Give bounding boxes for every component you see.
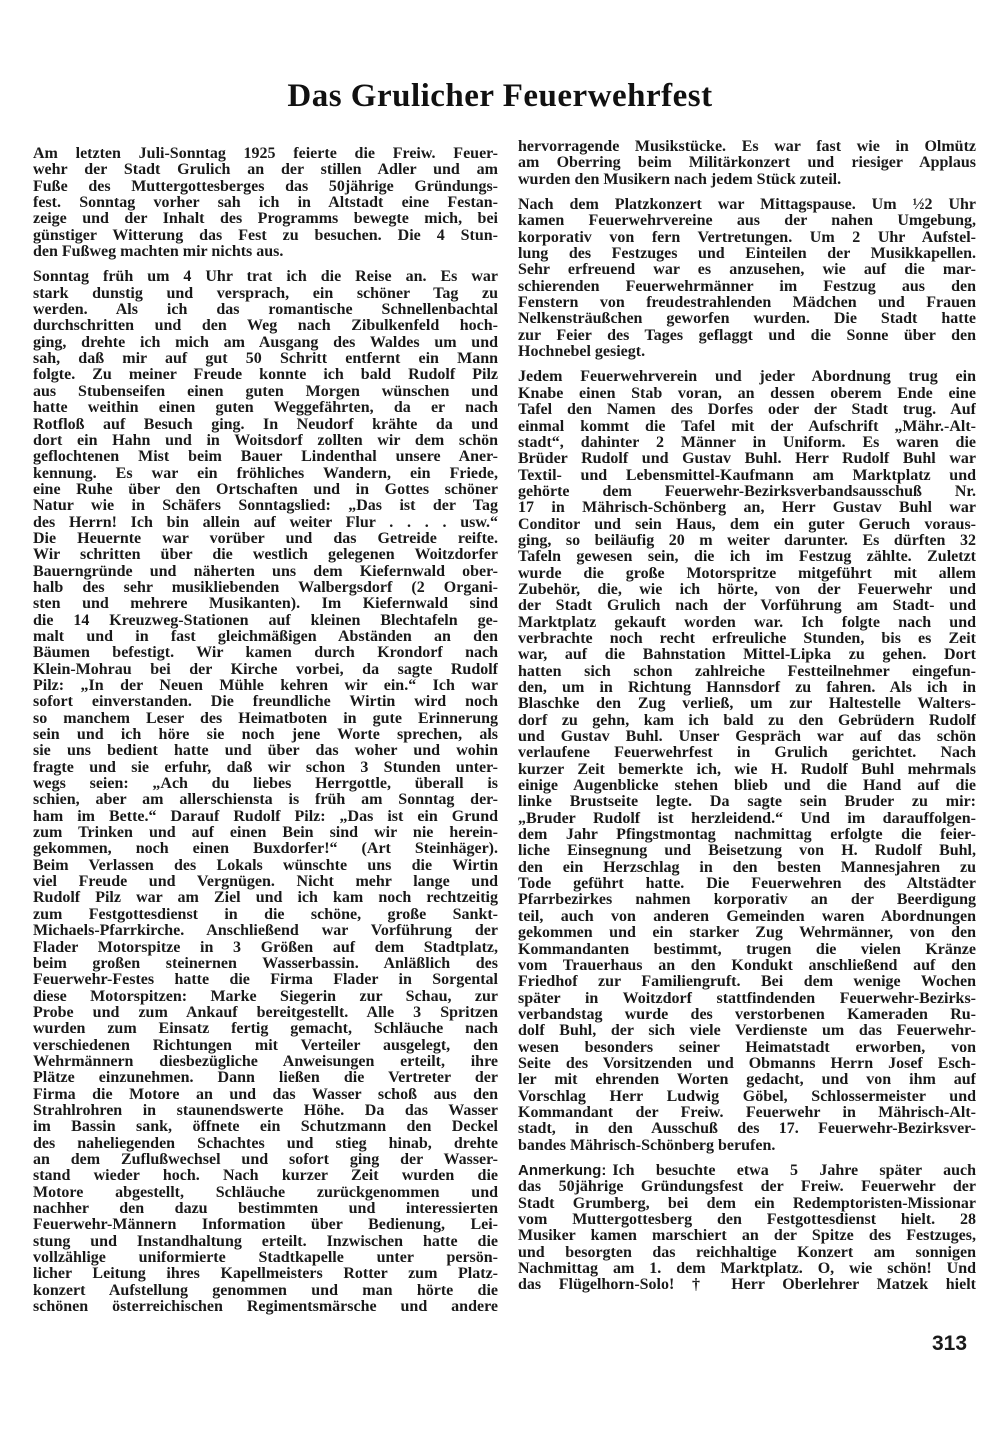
text-line: Nachmittag am 1. dem Marktplatz. O, wie schön! Und <box>518 1261 976 1278</box>
text-line: Plätze einzunehmen. Dann ließen die Vertreter der <box>33 1070 498 1087</box>
text-line: schierenden Feuerwehrmänner im Festzug aus den <box>518 278 976 295</box>
text-line: Rotfloß auf Besuch ging. In Neudorf krähte da und <box>33 416 498 433</box>
text-line: fest. Sonntag vorher sah ich in Altstadt eine Festan- <box>33 195 498 212</box>
text-line: wesen besonders seiner Heimatstadt erworben, von <box>518 1039 976 1056</box>
text-line: Seite des Vorsitzenden und Obmanns Herrn Josef Esch- <box>518 1055 976 1072</box>
text-line: Knabe einen Stab voran, an dessen oberem Ende eine <box>518 385 976 402</box>
text-line: geflochtenen Mist beim Bauer Lindenthal unsere Aner- <box>33 449 498 466</box>
text-line: stand wieder hoch. Nach kurzer Zeit wurden die <box>33 1168 498 1185</box>
paragraph <box>518 1163 976 1294</box>
text-line: dem Jahr Pfingstmontag nachmittag erfolgte die feier- <box>518 827 976 844</box>
text-line: aus Stubenseifen einen guten Morgen wünschen und <box>33 383 498 400</box>
text-line: Pilz: „In der Neuen Mühle kehren wir ein.“ Ich war <box>33 678 498 694</box>
text-line: durchschritten und den Weg nach Zibulkenfeld hoch- <box>33 318 498 335</box>
page-number: 313 <box>932 1332 968 1355</box>
text-line: Michaels-Pfarrkirche. Anschließend war Vorführung der <box>33 923 498 940</box>
text-line: wehr der Stadt Grulich an der stillen Adler und am <box>33 162 498 179</box>
text-line: ging, drehte ich mich am Ausgang des Waldes um und <box>33 334 498 351</box>
left-column <box>33 146 498 1324</box>
text-line: lung des Festzuges und Einteilen der Musikkapellen. <box>518 246 976 263</box>
text-line: Jedem Feuerwehrverein und jeder Abordnung trug ein <box>518 369 976 386</box>
text-line: ging, so beiläufig 20 m weiter darunter. Es dürften 32 <box>518 532 976 549</box>
text-line: Bauerngründe und näherten uns dem Kiefernwald ober- <box>33 563 498 580</box>
text-line: Brüder Rudolf und Gustav Buhl. Herr Rudolf Buhl war <box>518 451 976 468</box>
text-line: und Gustav Buhl. Unser Gespräch war auf das schön <box>518 729 976 746</box>
text-line: malt und in fast gleichmäßigen Abständen an den <box>33 628 498 645</box>
text-line: verschiedenen Richtungen mit Verteiler ausgelegt, den <box>33 1037 498 1054</box>
text-line: den Fußweg machten mir nichts aus. <box>33 244 284 261</box>
text-line: kamen Feuerwehrvereine aus der nahen Umgebung, <box>518 213 976 230</box>
text-line: war, auf die Bahnstation Mittel-Lipka zu gehen. Dort <box>518 647 976 664</box>
text-line: hatten sich schon zahlreiche Festteilnehmer eingefun- <box>518 663 976 680</box>
text-line: am Oberring beim Militärkonzert und riesiger Applaus <box>518 155 976 172</box>
text-line: Kommandant der Freiw. Feuerwehr in Mährisch-Alt- <box>518 1104 976 1121</box>
text-line: konzert Aufstellung genommen und man hörte die <box>33 1282 498 1299</box>
text-line: folgte. Zu meiner Freude konnte ich bald Rudolf Pilz <box>33 367 498 384</box>
text-line: wegs seien: „Ach du liebes Herrgottle, überall is <box>33 776 498 793</box>
text-line: Flader Motorspitze in 3 Größen auf dem Stadtplatz, <box>33 939 498 956</box>
text-line: sie uns bedient hatte und über das woher und wohin <box>33 743 498 760</box>
text-line: Feuerwehr-Männern Information über Bedienung, Lei- <box>33 1217 498 1234</box>
text-line: vom Trauerhaus an den Kondukt anschließend auf den <box>518 957 976 974</box>
text-line: und besorgten das reichhaltige Konzert am sonnigen <box>518 1244 976 1261</box>
paragraph <box>518 139 976 188</box>
text-line: des Herrn! Ich bin allein auf weiter Flur . . . . usw.“ <box>33 514 498 531</box>
text-line: Vorschlag Herr Ludwig Göbel, Schlossermeister und <box>518 1088 976 1105</box>
text-line: Firma die Motore an und das Wasser schoß aus den <box>33 1086 498 1103</box>
right-column <box>518 139 976 1303</box>
text-line: wurden zum Einsatz fertig gemacht, Schläuche nach <box>33 1021 498 1038</box>
text-line: 17 in Mährisch-Schönberg an, Herr Gustav Buhl war <box>518 500 976 517</box>
text-line: Natur wie in Schäfers Sonntagslied: „Das ist der Tag <box>33 498 498 515</box>
text-line: dort ein Hahn und in Woitsdorf zollten wir dem schön <box>33 432 498 449</box>
text-line: gekommen, noch einen Buxdorfer!“ (Art Steinhäger). <box>33 841 498 858</box>
text-line: diese Motorspitzen: Marke Siegerin zur Schau, zur <box>33 988 498 1005</box>
text-line: hervorragende Musikstücke. Es war fast wie in Olmütz <box>518 139 976 155</box>
text-line: zeige und der Inhalt des Programms bewegte mich, bei <box>33 211 498 228</box>
text-line: den ein Herzschlag in den besten Mannesjahren zu <box>518 859 976 876</box>
text-line: der Stadt Grulich nach der Vorführung am Stadt- und <box>518 598 976 615</box>
text-line: zur Feier des Tages geflaggt und die Sonne über den <box>518 327 976 344</box>
text-line: Kommandanten bestimmt, trugen die vielen Kränze <box>518 941 976 958</box>
text-line: wurde die große Motorspritze mitgeführt mit allem <box>518 565 976 582</box>
paragraph <box>518 197 976 360</box>
text-line: licher Leitung ihres Kapellmeisters Rotter zum Platz- <box>33 1266 498 1283</box>
text-line: Klein-Mohrau bei der Kirche vorbei, da sagte Rudolf <box>33 661 498 678</box>
text-line: wurden den Musikern nach jedem Stück zuteil. <box>518 171 842 188</box>
text-line: korporativ von fern Vertretungen. Um 2 Uhr Aufstel- <box>518 229 976 246</box>
text-line: liche Einsegnung und Beisetzung von H. Rudolf Buhl, <box>518 843 976 860</box>
text-line <box>518 1163 976 1179</box>
text-line: im Bassin sank, öffnete ein Schutzmann den Deckel <box>33 1119 498 1136</box>
text-line: einige Augenblicke stehen blieb und die Hand auf die <box>518 778 976 795</box>
text-line: kurzer Zeit bemerkte ich, wie H. Rudolf Buhl mehrmals <box>518 761 976 778</box>
text-line: Sonntag früh um 4 Uhr trat ich die Reise an. Es war <box>33 269 498 286</box>
text-line: stadt“, dahinter 2 Männer in Uniform. Es waren die <box>518 434 976 451</box>
text-line: des naheliegenden Schachtes und stieg hinab, drehte <box>33 1135 498 1152</box>
text-line: schönen österreichischen Regimentsmärsche und andere <box>33 1299 498 1316</box>
text-line: die 14 Kreuzweg-Stationen auf kleinen Blechtafeln ge- <box>33 612 498 629</box>
text-line: schien, aber am allerschiensta is früh am Sonntag der- <box>33 792 498 809</box>
text-line: zum Trinken und auf einen Bein sind wir nie herein- <box>33 825 498 842</box>
text-line: kennung. Es war ein fröhliches Wandern, ein Friede, <box>33 465 498 482</box>
text-line: werden. Als ich das romantische Schnellenbachtal <box>33 302 498 319</box>
text-line: den, um in Richtung Hannsdorf zu fahren. Als ich in <box>518 680 976 696</box>
text-line: Sehr erfreuend war es anzusehen, wie auf die mar- <box>518 262 976 279</box>
text-line: Textil- und Lebensmittel-Kaufmann am Marktplatz und <box>518 467 976 484</box>
text-line: nachher den dazu bestimmten und interessierten <box>33 1201 498 1217</box>
text-line: Tode geführt hatte. Die Feuerwehren des Altstädter <box>518 876 976 893</box>
text-line: Beim Verlassen des Lokals wünschte uns die Wirtin <box>33 857 498 874</box>
text-line: Conditor und sein Haus, dem ein guter Geruch voraus- <box>518 516 976 533</box>
text-line: vollzählige uniformierte Stadtkapelle unter persön- <box>33 1250 498 1267</box>
text-line: „Bruder Rudolf ist herzleidend.“ Und im darauffolgen- <box>518 810 976 827</box>
paragraph <box>33 146 498 260</box>
text-line: gekommen und ein starker Zug Wehrmänner, von den <box>518 925 976 942</box>
text-line: Friedhof zur Familiengruft. Bei dem wenige Wochen <box>518 974 976 991</box>
text-line: Wir schritten über die westlich gelegenen Woitzdorfer <box>33 547 498 564</box>
text-line: später in Woitzdorf stattfindenden Feuerwehr-Bezirks- <box>518 990 976 1007</box>
text-line: dorf zu gehn, kam ich bald zu den Gebrüdern Rudolf <box>518 712 976 729</box>
text-line: ler mit ehrenden Worten gedacht, und von ihm auf <box>518 1072 976 1089</box>
text-line: Fuße des Muttergottesberges das 50jährige Gründungs- <box>33 178 498 195</box>
text-line: Nach dem Platzkonzert war Mittagspause. Um ½2 Uhr <box>518 197 976 214</box>
text-line: Zubehör, die, wie ich hörte, von der Feuerwehr und <box>518 581 976 598</box>
text-line: verbrachte noch recht erfreuliche Stunden, bis es Zeit <box>518 630 976 647</box>
text-line: fragte und sie erfuhr, daß wir schon 3 Stunden unter- <box>33 759 498 776</box>
text-line: stung und Instandhaltung erteilt. Inzwischen hatte die <box>33 1233 498 1250</box>
text-line: viel Freude und Vergnügen. Nicht mehr lange und <box>33 874 498 891</box>
text-line: Fenstern von freudestrahlenden Mädchen und Frauen <box>518 295 976 312</box>
paragraph <box>518 369 976 1154</box>
text-line: Strahlrohren in staunendswerte Höhe. Da das Wasser <box>33 1102 498 1119</box>
text-line: Pfarrbezirkes nahmen korporativ an der Beerdigung <box>518 892 976 909</box>
text-line: Die Heuernte war vorüber und das Getreide reifte. <box>33 530 498 547</box>
article-title: Das Grulicher Feuerwehrfest <box>287 78 713 114</box>
text-line: sten und mehrere Musikanten). Im Kiefernwald sind <box>33 596 498 613</box>
text-line: Blaschke den Zug verließ, um zur Haltestelle Walters- <box>518 696 976 713</box>
text-line: vom Muttergottesberg den Festgottesdienst hielt. 28 <box>518 1212 976 1228</box>
text-line: gehörte dem Feuerwehr-Bezirksverbandsausschuß Nr. <box>518 483 976 500</box>
text-line-content: Ich besuchte etwa 5 Jahre später auch <box>612 1162 976 1179</box>
text-line: dolf Buhl, der sich viele Verdienste um das Feuerwehr- <box>518 1023 976 1040</box>
text-line: Nelkensträußchen geworfen wurden. Die Stadt hatte <box>518 311 976 328</box>
text-line: Musiker kamen marschiert an der Spitze des Festzuges, <box>518 1228 976 1245</box>
text-line: günstiger Witterung das Fest zu besuchen. Die 4 Stun- <box>33 227 498 244</box>
text-line: Tafeln gewesen sein, die ich im Festzug zählte. Zuletzt <box>518 549 976 566</box>
text-line: einmal kommt die Tafel mit der Aufschrift „Mähr.-Alt- <box>518 418 976 435</box>
text-line: sofort einverstanden. Die freundliche Wirtin wird noch <box>33 694 498 711</box>
text-line: sein und ich höre sie noch jene Worte sprechen, als <box>33 727 498 744</box>
text-line: Stadt Grumberg, bei dem ein Redemptoristen-Missionar <box>518 1195 976 1212</box>
text-line: hatte weithin einen guten Weggefährten, da er nach <box>33 400 498 417</box>
text-line: verbandstag wurde des verstorbenen Kameraden Ru- <box>518 1006 976 1023</box>
text-line: ham im Bette.“ Darauf Rudolf Pilz: „Das ist ein Grund <box>33 808 498 825</box>
text-line: Hochnebel gesiegt. <box>518 344 646 361</box>
text-line: Am letzten Juli-Sonntag 1925 feierte die Freiw. Feuer- <box>33 146 498 162</box>
text-line: Bäumen befestigt. Wir kamen durch Krondorf nach <box>33 645 498 662</box>
paragraph <box>33 269 498 1315</box>
text-line: Feuerwehr-Festes hatte die Firma Flader in Sorgental <box>33 972 498 989</box>
text-line: linke Brustseite legte. Da sagte sein Bruder zu mir: <box>518 794 976 811</box>
text-line: verlaufene Feuerwehrfest in Grulich gerichtet. Nach <box>518 745 976 762</box>
text-line: so manchem Leser des Heimatboten in gute Erinnerung <box>33 710 498 727</box>
text-line: sah, daß mir auf gut 50 Schritt entfernt ein Mann <box>33 351 498 368</box>
text-line: Marktplatz gekauft worden war. Ich folgte nach und <box>518 614 976 631</box>
note-label: Anmerkung: <box>518 1162 607 1179</box>
text-line: beim großen steinernen Wasserbassin. Anläßlich des <box>33 955 498 972</box>
text-line: Probe und zum Ankauf bereitgestellt. Alle 3 Spritzen <box>33 1004 498 1021</box>
text-line: teil, auch von anderen Gemeinden waren Abordnungen <box>518 908 976 925</box>
text-line: eine Ruhe über den Ortschaften und in Gottes schöner <box>33 481 498 498</box>
text-line: halb des sehr musikliebenden Walbergsdorf (2 Organi- <box>33 579 498 596</box>
text-line: an dem Zuflußwechsel und sofort ging der Wasser- <box>33 1151 498 1168</box>
text-line: Tafel den Namen des Dorfes oder der Stadt trug. Auf <box>518 402 976 419</box>
text-line: das Flügelhorn-Solo! † Herr Oberlehrer Matzek hielt <box>518 1277 976 1294</box>
text-line: Motore abgestellt, Schläuche zurückgenommen und <box>33 1184 498 1201</box>
text-line: stark dunstig und versprach, ein schöner Tag zu <box>33 285 498 302</box>
text-line: zum Festgottesdienst in die schöne, große Sankt- <box>33 906 498 923</box>
text-line: Rudolf Pilz war am Ziel und ich kam noch rechtzeitig <box>33 890 498 907</box>
text-line: bandes Mährisch-Schönberg berufen. <box>518 1137 776 1154</box>
text-line: Wehrmännern diesbezügliche Anweisungen erteilt, ihre <box>33 1053 498 1070</box>
text-line: das 50jährige Gründungsfest der Freiw. Feuerwehr der <box>518 1179 976 1196</box>
text-line: stadt, in den Ausschuß des 17. Feuerwehr-Bezirksver- <box>518 1121 976 1138</box>
